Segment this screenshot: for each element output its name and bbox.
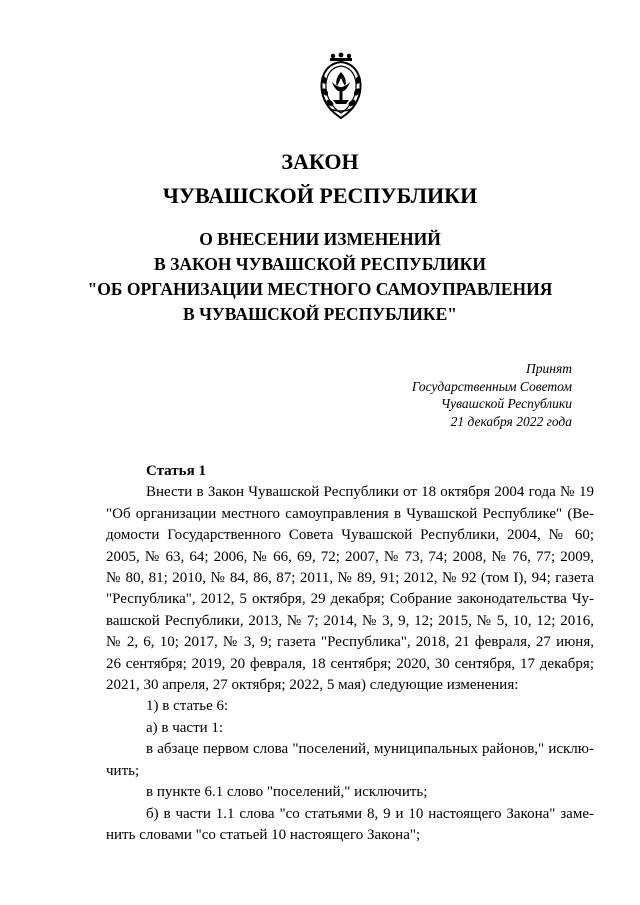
article-intro-paragraph	[106, 482, 594, 696]
adoption-line: Чувашской Республики	[440, 396, 572, 411]
intro-line: 2021, 30 апреля, 27 октября; 2022, 5 мая) следующие изменения:	[106, 677, 519, 694]
amendment-item-1b	[106, 804, 594, 847]
adoption-line: 21 декабря 2022 года	[450, 413, 572, 429]
law-subtitle-line: О ВНЕСЕНИИ ИЗМЕНЕНИЙ	[199, 229, 441, 249]
amendment-line: в абзаце первом слова "поселений, муниципальных районов," исклю-	[146, 741, 594, 758]
chuvashia-coat-of-arms-icon	[315, 52, 367, 120]
adoption-line: Государственным Советом	[411, 378, 572, 394]
intro-line: домости Государственного Совета Чувашской Республики, 2004, № 60;	[106, 527, 594, 544]
intro-line: "Республика", 2012, 5 октября, 29 декабря; Собрание законодательства Чу-	[106, 591, 594, 608]
adoption-note	[352, 360, 572, 430]
amendment-item-1a: а) в части 1:	[146, 719, 224, 736]
intro-line: вашской Республики, 2013, № 7; 2014, № 3, 9, 12; 2015, № 5, 10, 12; 2016,	[106, 612, 594, 629]
law-subtitle	[0, 227, 640, 327]
amendment-item-1: 1) в статье 6:	[146, 698, 229, 715]
amendment-item-1a-paragraph-2: в пункте 6.1 слово "поселений," исключить;	[146, 784, 428, 801]
law-title	[0, 145, 640, 213]
adoption-line: Принят	[526, 361, 572, 376]
law-title-line: ЧУВАШСКОЙ РЕСПУБЛИКИ	[162, 183, 478, 208]
intro-line: 2005, № 63, 64; 2006, № 66, 69, 72; 2007, № 73, 74; 2008, № 76, 77; 2009,	[106, 548, 594, 565]
amendment-item-1a-paragraph-1	[106, 739, 594, 782]
amendment-line: б) в части 1.1 слова "со статьями 8, 9 и 10 настоящего Закона" заме-	[146, 805, 594, 822]
amendment-line: нить словами "со статьей 10 настоящего Закона";	[106, 826, 421, 843]
intro-line: Внести в Закон Чувашской Республики от 18 октября 2004 года № 19	[146, 484, 594, 501]
article-body	[106, 461, 594, 846]
intro-line: № 2, 6, 10; 2017, № 3, 9; газета "Республика", 2018, 21 февраля, 27 июня,	[106, 634, 594, 651]
amendment-line: чить;	[106, 762, 140, 779]
intro-line: "Об организации местного самоуправления в Чувашской Республике" (Ве-	[106, 505, 594, 522]
intro-line: 26 сентября; 2019, 20 февраля, 18 сентября; 2020, 30 сентября, 17 декабря;	[106, 655, 594, 672]
law-title-line: ЗАКОН	[281, 149, 359, 174]
article-heading: Статья 1	[146, 463, 206, 479]
law-subtitle-line: В ЧУВАШСКОЙ РЕСПУБЛИКЕ"	[183, 304, 457, 324]
law-subtitle-line: "ОБ ОРГАНИЗАЦИИ МЕСТНОГО САМОУПРАВЛЕНИЯ	[87, 279, 553, 299]
law-subtitle-line: В ЗАКОН ЧУВАШСКОЙ РЕСПУБЛИКИ	[154, 254, 486, 274]
intro-line: № 80, 81; 2010, № 84, 86, 87; 2011, № 89, 91; 2012, № 92 (том I), 94; газета	[106, 570, 594, 587]
